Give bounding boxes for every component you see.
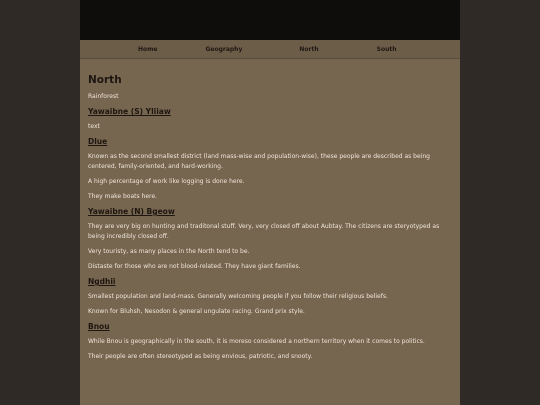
section-heading: Yawaibne (S) Yliiaw xyxy=(88,107,171,116)
section-heading: Dlue xyxy=(88,137,108,146)
nav-home[interactable]: Home xyxy=(138,45,158,53)
section-paragraph: Distaste for those who are not blood-related. They have giant families. xyxy=(88,263,301,270)
section-paragraph: Smallest population and land-mass. Generally welcoming people if you follow their religious beliefs. xyxy=(88,293,388,300)
main-content xyxy=(80,74,460,362)
nav-south[interactable]: South xyxy=(376,45,397,53)
nav-north[interactable]: North xyxy=(299,45,319,53)
section-paragraph: While Bnou is geographically in the south, it is moreso considered a northern territory when it comes to politics. xyxy=(88,338,425,345)
section-heading: Ngdhii xyxy=(88,277,116,286)
nav-geography[interactable]: Geography xyxy=(205,45,243,53)
section-paragraph: Their people are often stereotyped as being envious, patriotic, and snooty. xyxy=(88,353,313,360)
header-banner xyxy=(80,0,460,40)
section-heading: Yawaibne (N) Bgeow xyxy=(88,207,175,216)
main-nav xyxy=(80,40,460,59)
section-paragraph: text xyxy=(88,123,100,130)
page-subtitle: Rainforest xyxy=(88,93,119,100)
section-heading: Bnou xyxy=(88,322,110,331)
page-title: North xyxy=(88,74,122,86)
section-paragraph: They make boats here. xyxy=(88,193,157,200)
section-paragraph: Known as the second smallest district (land mass-wise and population-wise), these people are described as being centered, family-oriented, and hard-working. xyxy=(88,153,430,170)
section-paragraph: Known for Bluhsh, Nesodon & general ungulate racing. Grand prix style. xyxy=(88,308,305,315)
section-paragraph: They are very big on hunting and traditonal stuff. Very, very closed off about Aubtay. The citizens are steryotyped as being incredibly closed off. xyxy=(88,223,440,240)
page-container xyxy=(80,0,460,405)
section-paragraph: A high percentage of work like logging is done here. xyxy=(88,178,245,185)
section-paragraph: Very touristy, as many places in the North tend to be. xyxy=(88,248,250,255)
